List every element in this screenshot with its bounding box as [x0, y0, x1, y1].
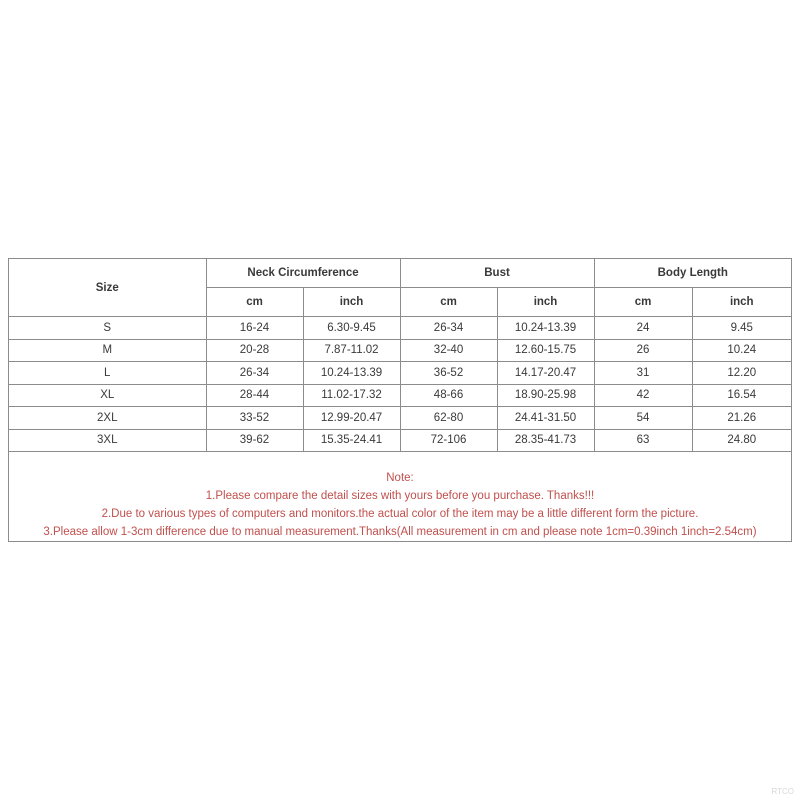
unit-header: inch: [692, 288, 791, 317]
unit-header: inch: [497, 288, 594, 317]
size-cell: M: [9, 339, 206, 362]
table-row: [9, 407, 791, 430]
table-cell: 32-40: [400, 339, 497, 362]
table-cell: 12.60-15.75: [497, 339, 594, 362]
table-cell: 48-66: [400, 384, 497, 407]
table-cell: 39-62: [206, 429, 303, 452]
table-cell: 20-28: [206, 339, 303, 362]
size-cell: XL: [9, 384, 206, 407]
table-row: [9, 362, 791, 385]
header-group-row: [9, 259, 791, 288]
note-line: 1.Please compare the detail sizes with yours before you purchase. Thanks!!!: [205, 490, 595, 502]
note-line: 3.Please allow 1-3cm difference due to manual measurement.Thanks(All measurement in cm and please note 1cm=0.39inch 1inch=2.54cm): [43, 526, 757, 538]
table-cell: 24.80: [692, 429, 791, 452]
table-cell: 12.20: [692, 362, 791, 385]
bust-header: Bust: [400, 259, 594, 288]
table-cell: 9.45: [692, 317, 791, 340]
table-row: [9, 339, 791, 362]
neck-circumference-header: Neck Circumference: [206, 259, 400, 288]
table-row: [9, 317, 791, 340]
table-cell: 72-106: [400, 429, 497, 452]
size-chart: [8, 258, 792, 542]
table-cell: 26-34: [400, 317, 497, 340]
table-cell: 33-52: [206, 407, 303, 430]
table-cell: 15.35-24.41: [303, 429, 400, 452]
table-row: [9, 429, 791, 452]
table-cell: 14.17-20.47: [497, 362, 594, 385]
table-row: [9, 384, 791, 407]
size-table: [9, 259, 791, 452]
unit-header: cm: [400, 288, 497, 317]
table-cell: 31: [594, 362, 692, 385]
notes: [9, 469, 791, 541]
table-cell: 6.30-9.45: [303, 317, 400, 340]
table-cell: 24.41-31.50: [497, 407, 594, 430]
size-cell: S: [9, 317, 206, 340]
watermark: RTCO: [771, 787, 794, 796]
table-cell: 12.99-20.47: [303, 407, 400, 430]
table-cell: 28-44: [206, 384, 303, 407]
table-cell: 26-34: [206, 362, 303, 385]
table-cell: 63: [594, 429, 692, 452]
note-line: 2.Due to various types of computers and monitors.the actual color of the item may be a little different form the picture.: [101, 508, 699, 520]
size-cell: L: [9, 362, 206, 385]
unit-header: cm: [206, 288, 303, 317]
table-cell: 10.24-13.39: [497, 317, 594, 340]
note-title: Note:: [386, 472, 414, 484]
table-cell: 10.24: [692, 339, 791, 362]
table-cell: 26: [594, 339, 692, 362]
table-cell: 10.24-13.39: [303, 362, 400, 385]
table-cell: 11.02-17.32: [303, 384, 400, 407]
table-cell: 21.26: [692, 407, 791, 430]
body-length-header: Body Length: [594, 259, 791, 288]
table-cell: 16.54: [692, 384, 791, 407]
size-cell: 3XL: [9, 429, 206, 452]
size-header: Size: [9, 259, 206, 317]
size-cell: 2XL: [9, 407, 206, 430]
table-cell: 62-80: [400, 407, 497, 430]
unit-header: inch: [303, 288, 400, 317]
table-body: [9, 317, 791, 452]
table-cell: 16-24: [206, 317, 303, 340]
table-cell: 42: [594, 384, 692, 407]
table-cell: 28.35-41.73: [497, 429, 594, 452]
unit-header: cm: [594, 288, 692, 317]
table-cell: 18.90-25.98: [497, 384, 594, 407]
table-cell: 54: [594, 407, 692, 430]
table-cell: 36-52: [400, 362, 497, 385]
table-cell: 7.87-11.02: [303, 339, 400, 362]
table-cell: 24: [594, 317, 692, 340]
